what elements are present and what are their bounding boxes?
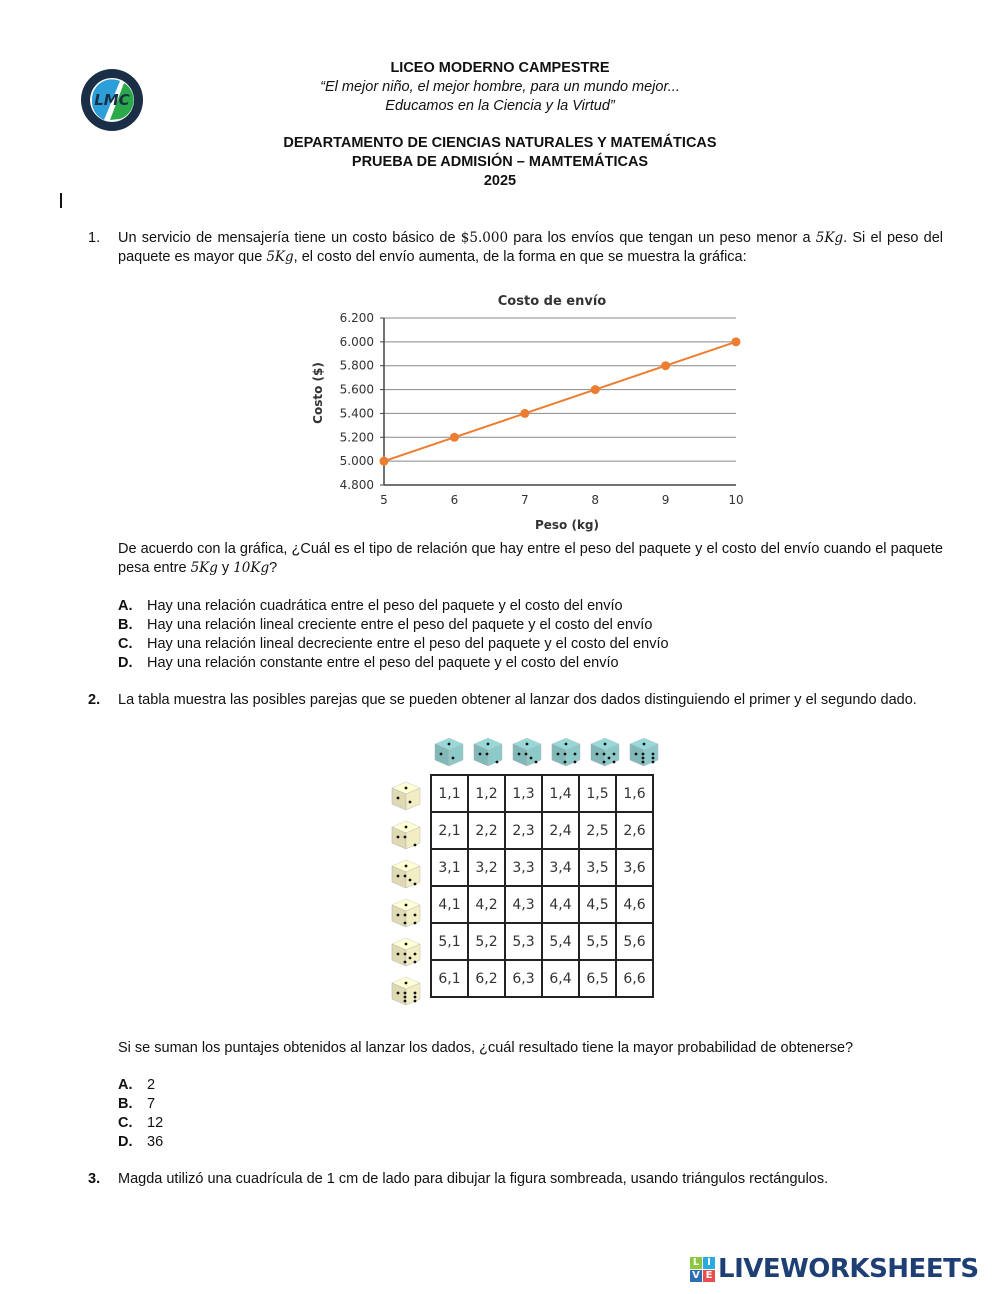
math-weight: 5Kg — [815, 230, 844, 246]
text-segment: para los envíos que tengan un peso menor a — [508, 230, 816, 246]
x-tick-label: 8 — [591, 493, 600, 507]
dice-pair-cell: 3,1 — [431, 849, 468, 886]
dice-row — [431, 886, 653, 923]
data-point — [450, 433, 459, 442]
question-1-text — [118, 229, 943, 267]
dice-pair-cell: 1,6 — [616, 775, 653, 812]
y-tick-label: 5.400 — [339, 406, 374, 421]
dice-pair-cell: 5,5 — [579, 923, 616, 960]
question-2-text: La tabla muestra las posibles parejas que se pueden obtener al lanzar dos dados distinguiendo el primer y el segundo dado. — [118, 692, 917, 708]
dice-pair-cell: 5,6 — [616, 923, 653, 960]
second-die-icon — [549, 735, 583, 769]
first-die-icon — [389, 779, 423, 813]
badge-letter: V — [690, 1270, 702, 1282]
x-tick-label: 9 — [661, 493, 670, 507]
option-letter: C. — [118, 1115, 133, 1131]
data-point — [380, 457, 389, 466]
text-segment: . Si el peso del paquete es mayor que — [118, 230, 943, 265]
question-1-prompt — [118, 540, 943, 578]
x-tick-label: 5 — [380, 493, 388, 507]
option-text: 2 — [147, 1077, 156, 1093]
option-letter: D. — [118, 655, 133, 671]
option-a[interactable] — [118, 1076, 163, 1095]
dice-pair-cell: 3,2 — [468, 849, 505, 886]
dice-pair-cell: 2,5 — [579, 812, 616, 849]
dice-pair-cell: 1,3 — [505, 775, 542, 812]
question-3 — [88, 1170, 943, 1189]
logo-initials: LMC — [94, 91, 130, 109]
first-die-icon — [389, 857, 423, 891]
second-die-icon — [471, 735, 505, 769]
dice-pair-cell: 5,2 — [468, 923, 505, 960]
option-letter: A. — [118, 1077, 133, 1093]
dice-row — [431, 775, 653, 812]
data-point — [661, 361, 670, 370]
option-d[interactable] — [118, 1133, 163, 1152]
x-tick-label: 6 — [450, 493, 459, 507]
question-1 — [88, 229, 943, 267]
option-text: Hay una relación lineal creciente entre el peso del paquete y el costo del envío — [147, 617, 653, 633]
option-c[interactable] — [118, 635, 669, 654]
dice-row — [431, 960, 653, 997]
dice-pair-cell: 4,6 — [616, 886, 653, 923]
dice-pair-cell: 3,4 — [542, 849, 579, 886]
school-name: LICEO MODERNO CAMPESTRE — [390, 60, 610, 76]
dice-pair-cell: 4,2 — [468, 886, 505, 923]
dice-pair-cell: 5,4 — [542, 923, 579, 960]
chart-title: Costo de envío — [497, 294, 607, 309]
x-tick-label: 10 — [728, 493, 744, 507]
dice-outcomes-grid — [430, 774, 654, 998]
option-text: Hay una relación cuadrática entre el peso del paquete y el costo del envío — [147, 598, 623, 614]
dice-row — [431, 812, 653, 849]
dice-pair-cell: 6,6 — [616, 960, 653, 997]
option-b[interactable] — [118, 616, 669, 635]
option-letter: B. — [118, 617, 133, 633]
dice-pair-cell: 4,1 — [431, 886, 468, 923]
question-1-followup — [88, 540, 943, 578]
dice-pair-cell: 6,2 — [468, 960, 505, 997]
question-2-number: 2. — [88, 692, 101, 708]
second-die-icon — [627, 735, 661, 769]
badge-letter: I — [703, 1257, 715, 1269]
dice-pair-cell: 2,6 — [616, 812, 653, 849]
option-text: 12 — [147, 1115, 164, 1131]
badge-letter: E — [703, 1270, 715, 1282]
option-b[interactable] — [118, 1095, 163, 1114]
dice-row — [431, 923, 653, 960]
dice-row — [431, 849, 653, 886]
math-amount: $5.000 — [460, 230, 509, 246]
question-1-number: 1. — [88, 230, 101, 246]
text-segment: , el costo del envío aumenta, de la forma en que se muestra la gráfica: — [293, 249, 747, 265]
liveworksheets-logo — [690, 1254, 979, 1284]
dice-pair-cell: 1,2 — [468, 775, 505, 812]
dice-pair-cell: 4,5 — [579, 886, 616, 923]
first-die-icon — [389, 818, 423, 852]
question-3-number: 3. — [88, 1171, 101, 1187]
option-text: 36 — [147, 1134, 164, 1150]
text-segment: ? — [269, 560, 278, 576]
question-2-options — [118, 1076, 163, 1152]
dice-pair-cell: 2,2 — [468, 812, 505, 849]
dice-pair-cell: 2,1 — [431, 812, 468, 849]
exam-year: 2025 — [483, 173, 517, 189]
live-badge-icon — [690, 1257, 715, 1282]
option-letter: C. — [118, 636, 133, 652]
data-point — [591, 385, 600, 394]
dice-pair-cell: 5,1 — [431, 923, 468, 960]
dice-pair-cell: 6,4 — [542, 960, 579, 997]
y-tick-label: 6.200 — [339, 311, 374, 325]
text-segment: De acuerdo con la gráfica, ¿Cuál es el tipo de relación que hay entre el peso del paquete y el costo del envío cuando el paquete pesa entre — [118, 541, 943, 576]
text-segment: Un servicio de mensajería tiene un costo básico de — [118, 230, 461, 246]
dice-pair-cell: 6,1 — [431, 960, 468, 997]
y-tick-label: 4.800 — [339, 478, 374, 492]
series-line — [384, 342, 736, 461]
first-die-icon — [389, 896, 423, 930]
x-tick-label: 7 — [520, 493, 529, 507]
dice-pair-cell: 4,3 — [505, 886, 542, 923]
option-text: Hay una relación lineal decreciente entre el peso del paquete y el costo del envío — [147, 636, 669, 652]
question-2 — [88, 691, 943, 710]
motto-line-2: Educamos en la Ciencia y la Virtud” — [385, 98, 615, 114]
question-1-options — [118, 597, 669, 673]
dice-pair-cell: 6,5 — [579, 960, 616, 997]
question-2-followup: Si se suman los puntajes obtenidos al lanzar los dados, ¿cuál resultado tiene la mayor probabilidad de obtenerse? — [118, 1040, 854, 1056]
option-letter: D. — [118, 1134, 133, 1150]
brand-name: LIVEWORKSHEETS — [718, 1254, 979, 1284]
dice-pair-cell: 1,4 — [542, 775, 579, 812]
dice-pairs-table — [385, 733, 675, 1013]
dice-pair-cell: 5,3 — [505, 923, 542, 960]
math-weight: 10Kg — [233, 560, 270, 576]
data-point — [732, 337, 741, 346]
y-tick-label: 5.200 — [339, 430, 374, 445]
dice-pair-cell: 2,3 — [505, 812, 542, 849]
option-letter: A. — [118, 598, 133, 614]
dice-pair-cell: 2,4 — [542, 812, 579, 849]
y-tick-label: 5.600 — [339, 382, 374, 397]
dice-pair-cell: 6,3 — [505, 960, 542, 997]
question-3-text: Magda utilizó una cuadrícula de 1 cm de lado para dibujar la figura sombreada, usando triángulos rectángulos. — [118, 1171, 829, 1187]
first-die-icon — [389, 974, 423, 1008]
option-letter: B. — [118, 1096, 133, 1112]
dice-pair-cell: 1,5 — [579, 775, 616, 812]
x-axis-label: Peso (kg) — [534, 518, 600, 532]
exam-title: PRUEBA DE ADMISIÓN – MAMTEMÁTICAS — [351, 154, 649, 170]
y-axis-label: Costo ($) — [311, 362, 325, 424]
dice-pair-cell: 3,5 — [579, 849, 616, 886]
dice-pair-cell: 3,3 — [505, 849, 542, 886]
second-die-icon — [432, 735, 466, 769]
math-weight: 5Kg — [190, 560, 218, 576]
option-d[interactable] — [118, 654, 669, 673]
y-tick-label: 5.000 — [339, 454, 374, 469]
dice-pair-cell: 4,4 — [542, 886, 579, 923]
math-weight: 5Kg — [266, 249, 294, 265]
department-title: DEPARTAMENTO DE CIENCIAS NATURALES Y MATEMÁTICAS — [283, 135, 717, 151]
y-tick-label: 5.800 — [339, 358, 374, 373]
option-a[interactable] — [118, 597, 669, 616]
option-text: Hay una relación constante entre el peso del paquete y el costo del envío — [147, 655, 619, 671]
second-die-icon — [510, 735, 544, 769]
text-segment: y — [217, 560, 234, 576]
text-cursor — [60, 193, 62, 208]
dice-pair-cell: 1,1 — [431, 775, 468, 812]
y-tick-label: 6.000 — [339, 334, 374, 349]
dice-pair-cell: 3,6 — [616, 849, 653, 886]
badge-letter: L — [690, 1257, 702, 1269]
second-die-icon — [588, 735, 622, 769]
motto-line-1: “El mejor niño, el mejor hombre, para un mundo mejor... — [320, 79, 680, 95]
shipping-cost-chart — [300, 285, 760, 535]
first-die-icon — [389, 935, 423, 969]
data-point — [520, 409, 529, 418]
option-text: 7 — [147, 1096, 156, 1112]
option-c[interactable] — [118, 1114, 163, 1133]
